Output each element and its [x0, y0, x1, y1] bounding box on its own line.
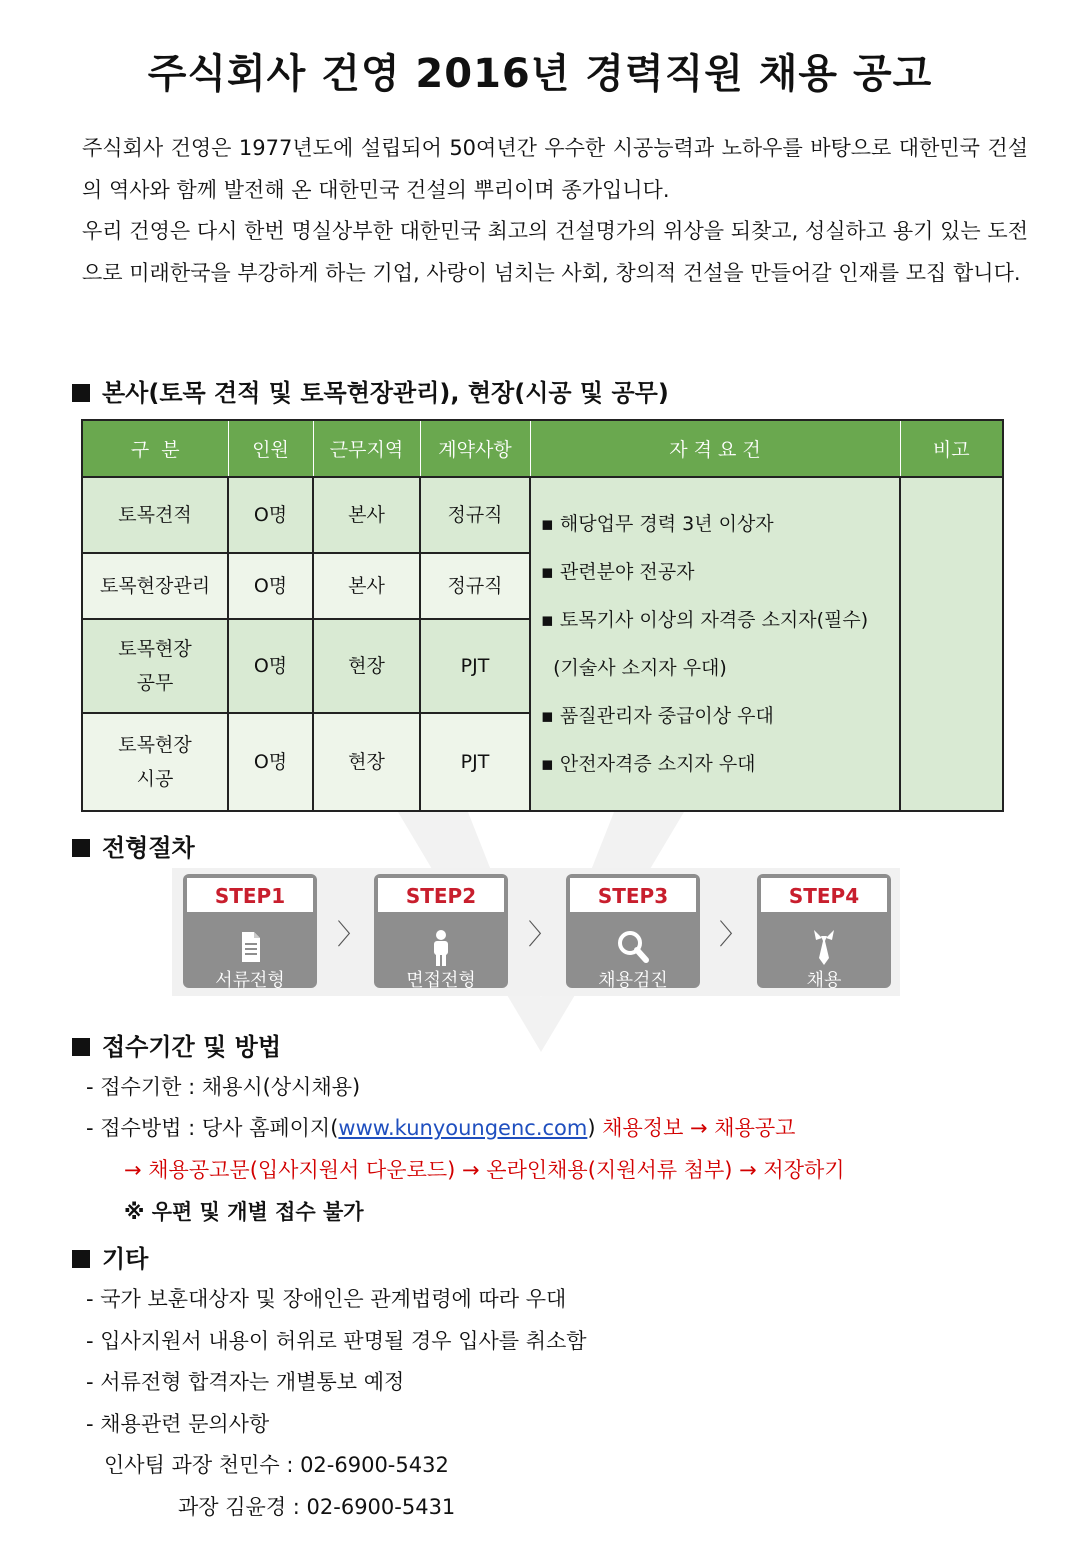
cell-note — [900, 477, 1003, 811]
contact-1: 인사팀 과장 천민수 : 02-6900-5432 — [104, 1453, 449, 1477]
necktie-icon — [802, 928, 846, 968]
etc-item: - 국가 보훈대상자 및 장애인은 관계법령에 따라 우대 — [86, 1287, 567, 1311]
requirements-table — [81, 419, 1004, 812]
cell-category: 토목견적 — [82, 477, 228, 553]
header-location: 근무지역 — [313, 420, 420, 477]
step-label: STEP1 — [187, 878, 313, 912]
header-count: 인원 — [228, 420, 313, 477]
document-icon — [228, 928, 272, 968]
cell-location: 현장 — [313, 713, 420, 811]
cell-contract: PJT — [420, 713, 530, 811]
cell-location: 본사 — [313, 553, 420, 619]
cell-contract: 정규직 — [420, 477, 530, 553]
application-path-1: 채용정보 → 채용공고 — [595, 1116, 796, 1140]
header-qualifications: 자 격 요 건 — [530, 420, 900, 477]
etc-item: - 서류전형 합격자는 개별통보 예정 — [86, 1370, 405, 1394]
step-name: 서류전형 — [215, 970, 285, 988]
application-path-2: → 채용공고문(입사지원서 다운로드) → 온라인채용(지원서류 첨부) → 저장하기 — [124, 1158, 845, 1182]
step-3-card — [566, 874, 700, 988]
section-heading-positions: 본사(토목 견적 및 토목현장관리), 현장(시공 및 공무) — [72, 373, 669, 408]
application-method: - 접수방법 : 당사 홈페이지(www.kunyoungenc.com) 채용정보 → 채용공고 — [86, 1116, 796, 1140]
cell-count: O명 — [228, 553, 313, 619]
cell-count: O명 — [228, 477, 313, 553]
step-arrow-icon: 〉 — [719, 918, 748, 951]
cell-category: 토목현장관리 — [82, 553, 228, 619]
contact-2: 과장 김윤경 : 02-6900-5431 — [178, 1495, 456, 1519]
step-label: STEP3 — [570, 878, 696, 912]
intro-paragraph: 주식회사 건영은 1977년도에 설립되어 50여년간 우수한 시공능력과 노하우를 바탕으로 대한민국 건설의 역사와 함께 발전해 온 대한민국 건설의 뿌리이며 종가입니다. 우리 건영은 다시 한번 명실상부한 대한민국 최고의 건설명가의 위상을 되찾고, 성실하고 용기 있는 도전으로 미래한국을 부강하게 하는 기업, 사랑이 넘치는 사회, 창의적 건설을 만들어갈 인재를 모집 합니다. — [82, 136, 1028, 285]
etc-item: - 입사지원서 내용이 허위로 판명될 경우 입사를 취소함 — [86, 1329, 587, 1353]
cell-category: 토목현장 공무 — [82, 619, 228, 713]
person-icon — [419, 928, 463, 968]
application-deadline: - 접수기한 : 채용시(상시채용) — [86, 1075, 361, 1099]
table-header-row — [82, 420, 1003, 477]
step-arrow-icon: 〉 — [528, 918, 557, 951]
step-4-card — [757, 874, 891, 988]
step-2-card — [374, 874, 508, 988]
header-contract: 계약사항 — [420, 420, 530, 477]
section-heading-process: 전형절차 — [72, 828, 195, 863]
square-bullet-icon — [72, 839, 90, 857]
qualification-item: (기술사 소지자 우대) — [541, 657, 727, 679]
qualification-item: ▪ 관련분야 전공자 — [541, 561, 695, 583]
cell-contract: 정규직 — [420, 553, 530, 619]
step-name: 면접전형 — [406, 970, 476, 988]
step-label: STEP4 — [761, 878, 887, 912]
homepage-link[interactable]: www.kunyoungenc.com — [338, 1116, 588, 1140]
table-row — [82, 477, 1003, 553]
header-category: 구 분 — [82, 420, 228, 477]
header-note: 비고 — [900, 420, 1003, 477]
square-bullet-icon — [72, 1038, 90, 1056]
square-bullet-icon — [72, 1250, 90, 1268]
application-notice: ※ 우편 및 개별 접수 불가 — [124, 1200, 364, 1224]
cell-count: O명 — [228, 713, 313, 811]
step-1-card — [183, 874, 317, 988]
cell-contract: PJT — [420, 619, 530, 713]
magnifier-icon — [611, 928, 655, 968]
cell-count: O명 — [228, 619, 313, 713]
qualification-item: ▪ 해당업무 경력 3년 이상자 — [541, 513, 774, 535]
section-heading-application: 접수기간 및 방법 — [72, 1027, 281, 1062]
cell-location: 본사 — [313, 477, 420, 553]
section-heading-etc: 기타 — [72, 1239, 148, 1274]
etc-item: - 채용관련 문의사항 — [86, 1412, 270, 1436]
cell-location: 현장 — [313, 619, 420, 713]
qualification-item: ▪ 품질관리자 중급이상 우대 — [541, 705, 774, 727]
square-bullet-icon — [72, 384, 90, 402]
step-label: STEP2 — [378, 878, 504, 912]
page-title: 주식회사 건영 2016년 경력직원 채용 공고 — [147, 51, 933, 97]
step-name: 채용 — [806, 970, 842, 988]
qualification-item: ▪ 안전자격증 소지자 우대 — [541, 753, 756, 775]
cell-category: 토목현장 시공 — [82, 713, 228, 811]
cell-qualifications — [530, 477, 900, 811]
step-arrow-icon: 〉 — [337, 918, 366, 951]
qualification-item: ▪ 토목기사 이상의 자격증 소지자(필수) — [541, 609, 869, 631]
step-name: 채용검진 — [598, 970, 668, 988]
